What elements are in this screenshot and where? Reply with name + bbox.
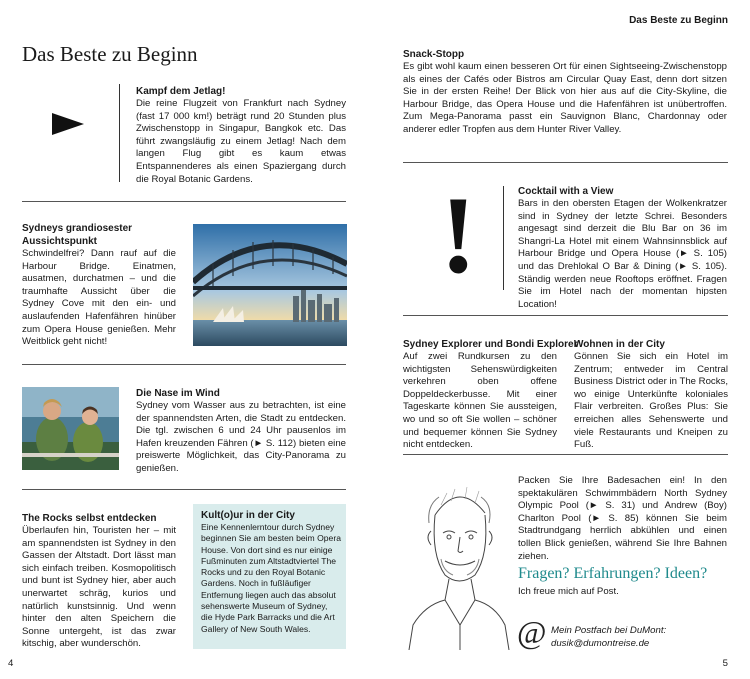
view-heading-2: Aussichtspunkt bbox=[22, 236, 98, 247]
page-title: Das Beste zu Beginn bbox=[22, 42, 198, 66]
rule-1 bbox=[22, 201, 346, 202]
kultur-heading: Kult(o)ur in der City bbox=[201, 510, 295, 521]
snack-heading: Snack-Stopp bbox=[403, 49, 465, 60]
explorer-heading: Sydney Explorer und Bondi Explorer bbox=[403, 339, 578, 350]
view-text: Schwindelfrei? Dann rauf auf die Harbour Bridge. Einatmen, ausatmen, durchatmen – und die traumhafte Aussicht über die Sydney Cove mit den ein- und auslaufenden Hafenfähren hinüber zum Opera House genießen. Mehr Weitblick geht nicht! bbox=[22, 248, 176, 348]
view-heading-1: Sydneys grandiosester bbox=[22, 223, 133, 234]
author-portrait bbox=[405, 475, 513, 650]
triangle-arrow-icon bbox=[52, 113, 84, 135]
ferry-photo bbox=[22, 387, 119, 470]
cocktail-divider bbox=[503, 186, 504, 290]
kultur-text: Eine Kennenlerntour durch Sydney beginnen Sie am besten beim Opera House. Von dort sind es nur einige Fußminuten zum Altstadtviertel The Rocks und zu den Royal Botanic Gardens. Noch in fußläufiger Entfernung liegen auch das absolut sehenswerte Museum of Sydney, die Hyde Park Barracks und die Art Gallery of New South Wales. bbox=[201, 522, 341, 634]
wohnen-text: Gönnen Sie sich ein Hotel im Zentrum; entweder im Central Business District oder in The Rocks, wo einige Unterkünfte koloniales Flair verbreiten. Großes Plus: Sie erreichen alles Sehenswerte und viele Restaurants und Kneipen zu Fuß. bbox=[574, 351, 728, 451]
rocks-text: Überlaufen hin, Touristen her – mit am spannendsten ist Sydney in den Gassen der Altstadt. Dort lässt man sich einfach treiben. Kosmopolitisch und bunt ist Sydney hier, aber auch unerwartet schräg, kurios und natürlich kunstsinnig. Und wenn hinter den alten Speichern die Sonne untergeht, ist das zwar kitschig, aber wunderschön. bbox=[22, 525, 176, 650]
rule-4 bbox=[403, 162, 728, 163]
jetlag-divider bbox=[119, 84, 120, 182]
explorer-text: Auf zwei Rundkursen zu den wichtigsten Sehenswürdigkeiten verkehren oben offene Doppeldeckerbusse. Mit einer Tageskarte können Sie aussteigen, wo und so oft Sie wollen – schöner und bequemer können Sie Sydney nicht entdecken. bbox=[403, 351, 557, 451]
left-page-number: 4 bbox=[8, 658, 14, 669]
nose-text: Sydney vom Wasser aus zu betrachten, ist eine der spannendsten Arten, die Stadt zu entdecken. Die tgl. zwischen 6 und 24 Uhr pausenlos im Hafen kreuzenden Fähren (► S. 112) bieten eine preiswerte Möglichkeit, das City-Panorama zu genießen. bbox=[136, 400, 346, 474]
mail-address[interactable]: dusik@dumontreise.de bbox=[551, 638, 650, 649]
running-head: Das Beste zu Beginn bbox=[629, 15, 728, 26]
harbour-bridge-photo bbox=[193, 224, 347, 346]
nose-heading: Die Nase im Wind bbox=[136, 388, 220, 399]
rule-6 bbox=[403, 454, 728, 455]
jetlag-heading: Kampf dem Jetlag! bbox=[136, 86, 226, 97]
author-text: Packen Sie Ihre Badesachen ein! In den spektakulären Schwimmbädern North Sydney Olympic Pool (► S. 31) und Andrew (Boy) Charlton Pool (► S. 85) können Sie beim Stadtrundgang herrlich abkühlen und einen tollen Blick genießen, während Sie Ihre Bahnen ziehen. bbox=[518, 475, 727, 562]
wohnen-heading: Wohnen in der City bbox=[574, 339, 665, 350]
at-sign-icon: @ bbox=[517, 614, 547, 650]
jetlag-text: Die reine Flugzeit von Frankfurt nach Sydney (fast 17 000 km!) beträgt rund 20 Stunden plus Zwischenstopp in Singapur, Bangkok etc. Das führt zwangsläufig zu einem Jetlag! Nach dem langen Flug gibt es kaum etwas Entspannenderes als einen Spaziergang durch die Royal Botanic Gardens. bbox=[136, 98, 346, 185]
right-page-number: 5 bbox=[722, 658, 728, 669]
exclamation-icon: ! bbox=[440, 174, 477, 296]
rule-2 bbox=[22, 364, 346, 365]
mail-label: Mein Postfach bei DuMont: bbox=[551, 625, 667, 636]
rocks-heading: The Rocks selbst entdecken bbox=[22, 513, 157, 524]
rule-5 bbox=[403, 315, 728, 316]
author-cta-sub: Ich freue mich auf Post. bbox=[518, 586, 619, 597]
author-cta: Fragen? Erfahrungen? Ideen? bbox=[518, 565, 708, 582]
rule-3 bbox=[22, 489, 346, 490]
snack-text: Es gibt wohl kaum einen besseren Ort für einen Sightseeing-Zwischenstopp als eines der Cafés oder Bistros am Circular Quay East, denn dort sitzen Sie in der ersten Reihe! Der Blick von hier aus auf die City-Skyline, die Harbour Bridge, das Opera House und die Hafenfähren ist unübertroffen. Zum Mega-Panorama passt ein Sauvignon Blanc, Chardonnay oder anderer edler Tropfen aus dem Hunter River Valley. bbox=[403, 61, 727, 135]
cocktail-heading: Cocktail with a View bbox=[518, 186, 614, 197]
cocktail-text: Bars in den obersten Etagen der Wolkenkratzer sind in Sydney der letzte Schrei. Besonders angesagt sind derzeit die Blu Bar on 36 im Shangri-La Hotel mit einem Wahnsinnsblick auf Harbour Bridge und Opera House (► S. 105) und das Drehlokal O Bar & Dining (► S. 105). Ständig werden neue Rooftops eröffnet. Fragen Sie im Hotel nach der momentan hipsten Location! bbox=[518, 198, 727, 310]
